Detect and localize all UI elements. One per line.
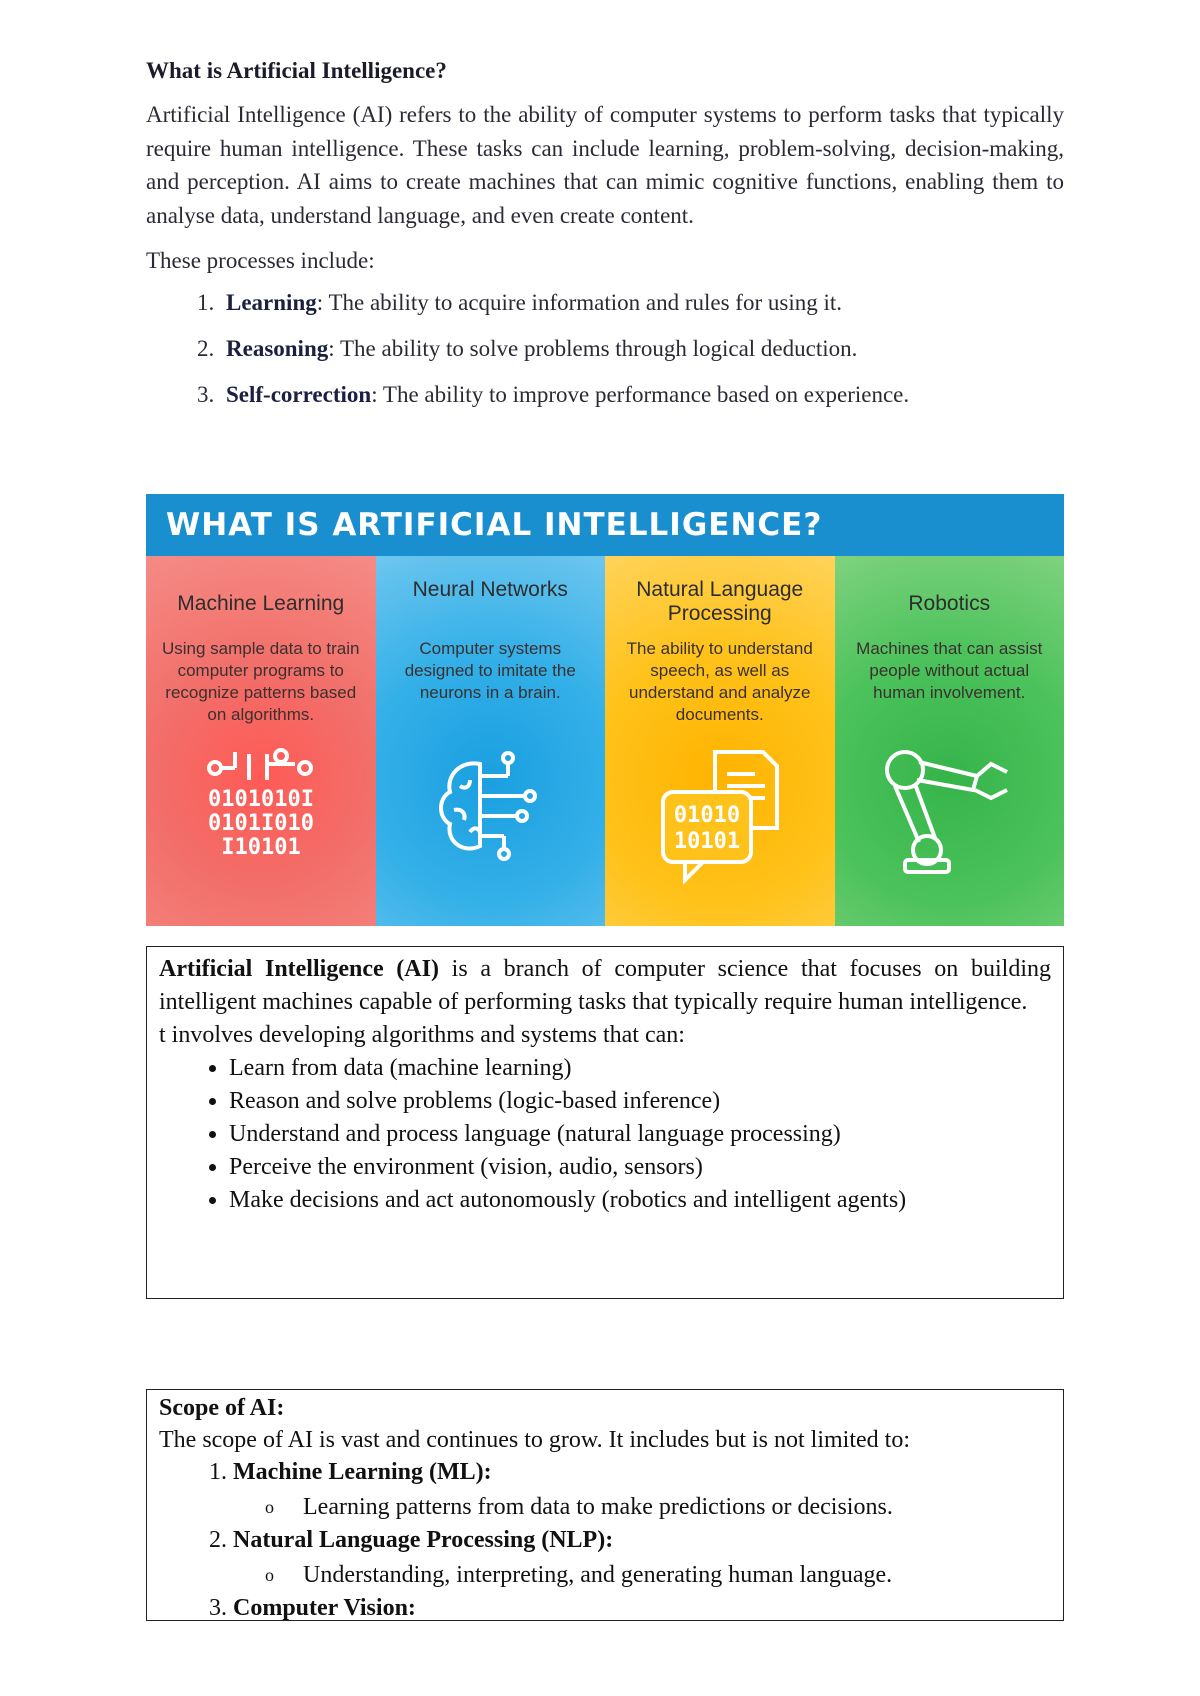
process-desc: : The ability to improve performance based on experience. xyxy=(371,382,910,407)
binary-line: I10101 xyxy=(221,835,301,856)
list-item: • Learn from data (machine learning) xyxy=(229,1052,1051,1085)
column-title: Machine Learning xyxy=(177,592,345,615)
scope-box xyxy=(146,1389,1064,1621)
scope-list xyxy=(159,1456,1051,1624)
scope-heading: Scope of AI: xyxy=(159,1395,285,1421)
column-desc: Machines that can assist people without actual human involvement. xyxy=(856,639,1043,702)
column-desc: Computer systems designed to imitate the neurons in a brain. xyxy=(404,639,576,702)
binary-line: 10101 xyxy=(673,829,740,854)
infographic-column-machine-learning xyxy=(146,556,376,926)
list-item xyxy=(233,1456,1051,1524)
definition-term: Artificial Intelligence (AI) xyxy=(159,956,439,982)
process-desc: : The ability to solve problems through logical deduction. xyxy=(328,336,858,361)
processes-lead: These processes include: xyxy=(146,248,375,273)
document-body xyxy=(146,58,1064,426)
scope-subitem: o Understanding, interpreting, and generating human language. xyxy=(303,1558,1051,1592)
column-title: Robotics xyxy=(908,592,991,615)
infographic-column-robotics xyxy=(835,556,1065,926)
capabilities-list xyxy=(159,1052,1051,1217)
infographic-heading: WHAT IS ARTIFICIAL INTELLIGENCE? xyxy=(146,494,1064,556)
definition-paragraph xyxy=(159,953,1051,1019)
scope-subitem: o Learning patterns from data to make predictions or decisions. xyxy=(303,1490,1051,1524)
list-item xyxy=(233,1592,1051,1624)
ai-infographic xyxy=(146,494,1064,926)
robot-arm-icon xyxy=(879,746,1019,881)
infographic-column-nlp xyxy=(605,556,835,926)
list-item xyxy=(220,380,1064,410)
processes-list xyxy=(146,288,1064,410)
definition-text: is a branch of computer science that focuses on building intelligent machines capable of performing tasks that typically require human intelligence. xyxy=(159,956,1051,1015)
definition-line2: t involves developing algorithms and systems that can: xyxy=(159,1022,685,1048)
list-item: • Understand and process language (natural language processing) xyxy=(229,1118,1051,1151)
scope-term: Computer Vision: xyxy=(233,1595,416,1621)
documents-chat-icon xyxy=(655,746,785,891)
infographic-column-neural-networks xyxy=(376,556,606,926)
scope-term: Natural Language Processing (NLP): xyxy=(233,1527,614,1553)
process-desc: : The ability to acquire information and rules for using it. xyxy=(316,290,842,315)
page-title: What is Artificial Intelligence? xyxy=(146,58,447,83)
list-item: • Reason and solve problems (logic-based inference) xyxy=(229,1085,1051,1118)
list-item: • Make decisions and act autonomously (robotics and intelligent agents) xyxy=(229,1184,1051,1217)
process-term: Self-correction xyxy=(226,382,372,407)
ai-definition-box xyxy=(146,946,1064,1299)
column-desc: Using sample data to train computer programs to recognize patterns based on algorithms. xyxy=(162,639,360,724)
brain-circuit-icon xyxy=(430,746,550,871)
list-item xyxy=(220,334,1064,364)
scope-intro: The scope of AI is vast and continues to grow. It includes but is not limited to: xyxy=(159,1427,910,1453)
binary-code-icon xyxy=(201,746,321,861)
list-item xyxy=(233,1524,1051,1592)
binary-line: 0101I010 xyxy=(207,811,314,836)
binary-line: 0101010I xyxy=(207,787,314,812)
list-item: • Perceive the environment (vision, audio, sensors) xyxy=(229,1151,1051,1184)
list-item xyxy=(220,288,1064,318)
intro-paragraph: Artificial Intelligence (AI) refers to the ability of computer systems to perform tasks that typically require human intelligence. These tasks can include learning, problem-solving, decision-making, and perception. AI aims to create machines that can mimic cognitive functions, enabling them to analyse data, understand language, and even create content. xyxy=(146,102,1064,228)
binary-line: 01010 xyxy=(673,803,740,828)
process-term: Reasoning xyxy=(226,336,329,361)
column-title: Neural Networks xyxy=(412,578,568,601)
process-term: Learning xyxy=(226,290,317,315)
column-title: Natural Language Processing xyxy=(636,578,804,625)
scope-term: Machine Learning (ML): xyxy=(233,1459,492,1485)
column-desc: The ability to understand speech, as well as understand and analyze documents. xyxy=(626,639,813,724)
